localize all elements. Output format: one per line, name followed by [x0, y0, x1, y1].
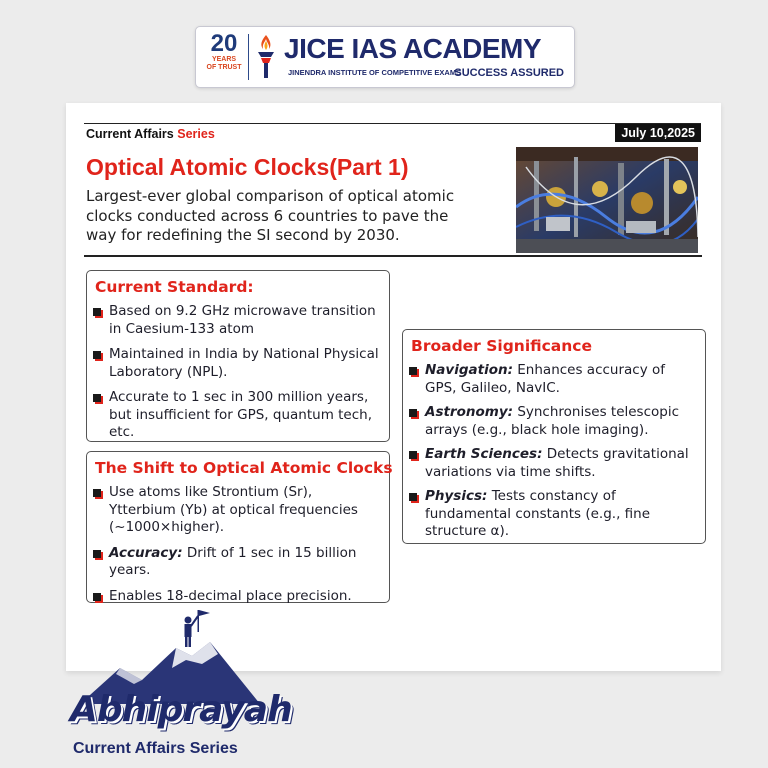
optical-shift-list — [93, 484, 383, 613]
list-item-lead: Astronomy: — [425, 404, 514, 420]
abhiprayah-logo-text: Abhiprayah — [70, 689, 292, 730]
list-item — [409, 404, 699, 439]
bullet-icon — [409, 409, 417, 417]
bullet-icon — [93, 593, 101, 601]
brand-tagline: SUCCESS ASSURED — [454, 67, 564, 79]
significance-box — [402, 329, 706, 544]
list-item — [93, 588, 383, 606]
bullet-icon — [409, 451, 417, 459]
significance-list — [409, 362, 699, 548]
list-item-text: Use atoms like Strontium (Sr), Ytterbium (Yb) at optical frequencies (~1000×higher). — [109, 484, 358, 535]
optical-shift-box — [86, 451, 393, 604]
current-standard-list — [93, 303, 383, 450]
list-item-text: Enables 18-decimal place precision. — [109, 587, 352, 604]
academy-logo-card — [195, 26, 575, 88]
bullet-icon — [409, 493, 417, 501]
series-bar — [84, 123, 701, 144]
article-intro: Largest-ever global comparison of optical atomic clocks conducted across 6 countries to pave the way for redefining the SI second by 2030. — [86, 187, 455, 244]
bullet-icon — [93, 308, 101, 316]
logo-divider — [248, 34, 249, 80]
bullet-icon — [93, 394, 101, 402]
list-item-text: Detects gravitational variations via time shifts. — [425, 446, 689, 480]
list-item-text: Drift of 1 sec in 15 billion years. — [109, 544, 357, 578]
list-item-lead: Accuracy: — [109, 544, 183, 561]
current-standard-heading: Current Standard: — [95, 278, 254, 296]
article-sheet — [66, 103, 721, 671]
series-label-accent: Series — [177, 127, 215, 141]
header-divider — [84, 255, 702, 257]
list-item-text: Maintained in India by National Physical Laboratory (NPL). — [109, 346, 379, 380]
of-trust-text: OF TRUST — [206, 64, 242, 71]
list-item — [93, 389, 383, 442]
article-title: Optical Atomic Clocks(Part 1) — [86, 154, 409, 180]
years-text: YEARS — [211, 56, 237, 63]
list-item-text: Accurate to 1 sec in 300 million years, but insufficient for GPS, quantum tech, etc. — [109, 389, 372, 440]
list-item-text: Enhances accuracy of GPS, Galileo, NavIC. — [425, 362, 666, 396]
torch-icon — [254, 33, 278, 81]
footer-series-label: Current Affairs Series — [73, 740, 238, 757]
lab-photo — [516, 147, 698, 253]
list-item — [409, 446, 699, 481]
optical-shift-heading: The Shift to Optical Atomic Clocks — [95, 459, 393, 477]
significance-heading: Broader Significance — [411, 337, 593, 355]
list-item — [409, 362, 699, 397]
list-item-text: Based on 9.2 GHz microwave transition in Caesium-133 atom — [109, 303, 376, 337]
years-of-trust-badge — [202, 32, 246, 72]
list-item-text: Tests constancy of fundamental constants (e.g., fine structure α). — [425, 488, 651, 539]
list-item-text: Synchronises telescopic arrays (e.g., black hole imaging). — [425, 404, 680, 438]
current-standard-box — [86, 270, 390, 442]
list-item — [409, 488, 699, 541]
date-tag: July 10,2025 — [615, 124, 701, 142]
list-item — [93, 484, 383, 537]
list-item-lead: Physics: — [425, 488, 488, 504]
bullet-icon — [93, 489, 101, 497]
list-item — [93, 346, 383, 381]
list-item-lead: Earth Sciences: — [425, 446, 543, 462]
series-label-prefix: Current Affairs — [86, 127, 174, 141]
bullet-icon — [93, 351, 101, 359]
list-item — [93, 545, 383, 580]
brand-name: JICE IAS ACADEMY — [284, 33, 542, 64]
series-label — [86, 127, 215, 141]
brand-subtitle: JINENDRA INSTITUTE OF COMPETITIVE EXAMS — [288, 68, 462, 77]
bullet-icon — [93, 550, 101, 558]
bullet-icon — [409, 367, 417, 375]
list-item-lead: Navigation: — [425, 362, 513, 378]
years-number: 20 — [210, 30, 238, 57]
list-item — [93, 303, 383, 338]
